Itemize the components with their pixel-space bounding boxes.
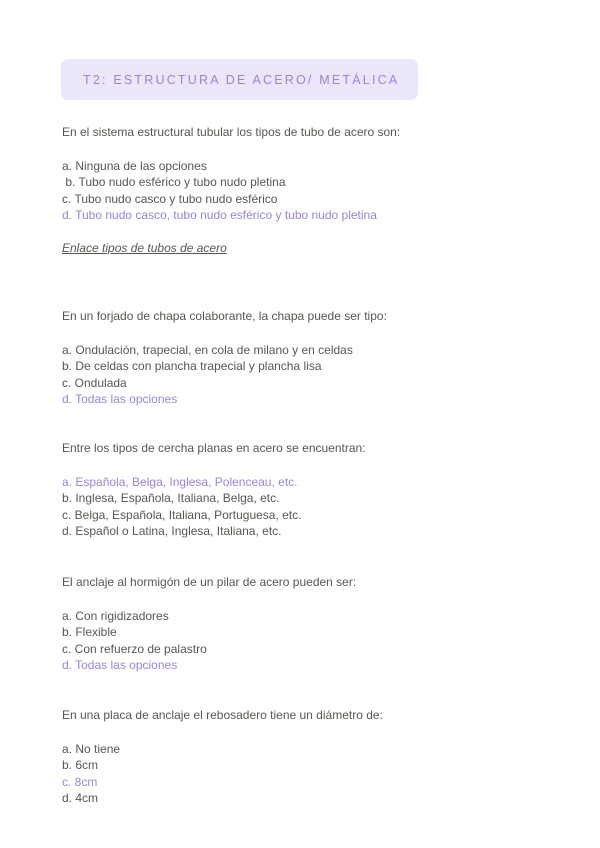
- question-block-2: [62, 308, 562, 408]
- option-d-correct: d. Todas las opciones: [62, 392, 178, 406]
- tubos-acero-link[interactable]: Enlace tipos de tubos de acero: [62, 240, 227, 255]
- option-c: c. Con refuerzo de palastro: [62, 641, 207, 656]
- question-block-5: [62, 707, 562, 807]
- option-c-correct: c. 8cm: [62, 774, 98, 789]
- option-a: a. Con rigidizadores: [62, 608, 169, 623]
- options-list: [62, 741, 562, 807]
- option-b: b. De celdas con plancha trapecial y plancha lisa: [62, 359, 322, 373]
- option-b: b. Inglesa, Española, Italiana, Belga, etc.: [62, 491, 280, 505]
- options-list: [62, 608, 562, 674]
- options-list: [62, 474, 562, 540]
- question-block-3: [62, 440, 562, 540]
- option-d: d. 4cm: [62, 791, 99, 805]
- option-c: c. Belga, Española, Italiana, Portuguesa, etc.: [62, 507, 302, 522]
- page-title: T2: ESTRUCTURA DE ACERO/ METÁLICA: [83, 72, 400, 87]
- options-list: [62, 342, 562, 408]
- option-a: a. Ninguna de las opciones: [62, 158, 207, 173]
- option-b: b. Tubo nudo esférico y tubo nudo pletina: [62, 175, 286, 189]
- question-block-1: [62, 124, 562, 256]
- option-d-correct: d. Todas las opciones: [62, 658, 178, 672]
- question-text: En una placa de anclaje el rebosadero tiene un diámetro de:: [62, 708, 383, 722]
- option-a: a. Ondulación, trapecial, en cola de milano y en celdas: [62, 342, 353, 357]
- option-a: a. No tiene: [62, 741, 121, 756]
- option-d-correct: d. Tubo nudo casco, tubo nudo esférico y tubo nudo pletina: [62, 208, 377, 222]
- question-text: En un forjado de chapa colaborante, la chapa puede ser tipo:: [62, 309, 387, 323]
- option-b: b. Flexible: [62, 625, 117, 639]
- question-text: En el sistema estructural tubular los tipos de tubo de acero son:: [62, 125, 401, 139]
- question-text: El anclaje al hormigón de un pilar de acero pueden ser:: [62, 575, 357, 589]
- question-text: Entre los tipos de cercha planas en acero se encuentran:: [62, 441, 366, 455]
- question-block-4: [62, 574, 562, 674]
- option-c: c. Ondulada: [62, 375, 127, 390]
- option-a-correct: a. Española, Belga, Inglesa, Polenceau, etc.: [62, 474, 298, 489]
- options-list: [62, 158, 562, 224]
- option-d: d. Español o Latina, Inglesa, Italiana, etc.: [62, 524, 282, 538]
- option-b: b. 6cm: [62, 758, 99, 772]
- option-c: c. Tubo nudo casco y tubo nudo esférico: [62, 191, 278, 206]
- title-banner: [61, 59, 418, 100]
